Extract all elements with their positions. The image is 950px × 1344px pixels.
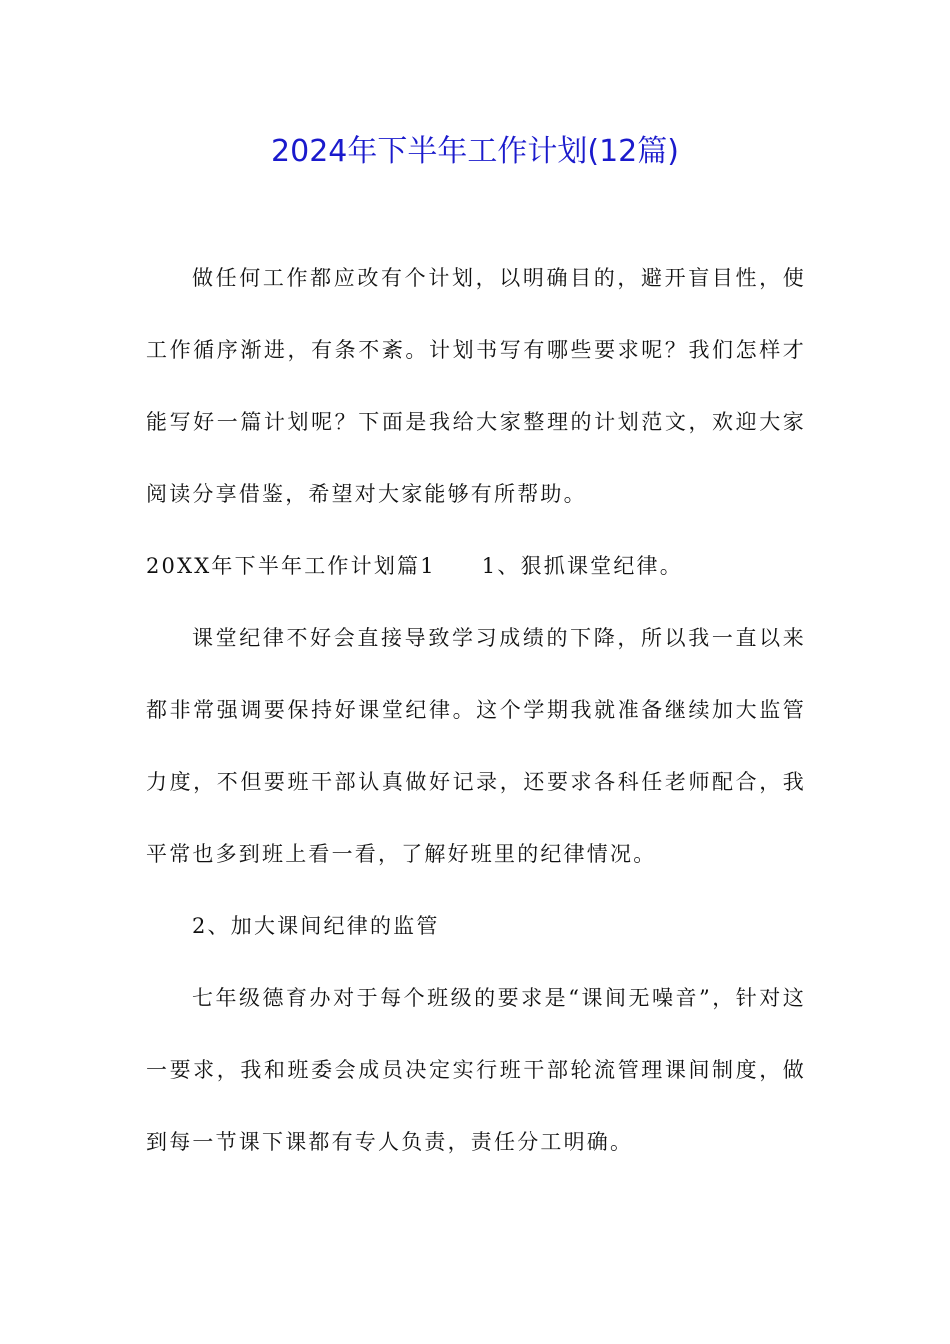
point2-title: 2、加大课间纪律的监管	[192, 914, 440, 938]
document-title: 2024年下半年工作计划(12篇)	[271, 134, 679, 169]
point1-paragraph: 课堂纪律不好会直接导致学习成绩的下降，所以我一直以来都非常强调要保持好课堂纪律。这个学期我就准备继续加大监管力度，不但要班干部认真做好记录，还要求各科任老师配合，我平常也多到班上看一看，了解好班里的纪律情况。	[146, 626, 806, 866]
point1-title: 1、狠抓课堂纪律。	[481, 554, 683, 578]
document-body	[146, 242, 806, 1178]
section-heading: 20XX年下半年工作计划篇1	[146, 554, 436, 578]
intro-paragraph: 做任何工作都应改有个计划，以明确目的，避开盲目性，使工作循序渐进，有条不紊。计划书写有哪些要求呢？我们怎样才能写好一篇计划呢？下面是我给大家整理的计划范文，欢迎大家阅读分享借鉴，希望对大家能够有所帮助。	[146, 266, 806, 506]
point2-paragraph: 七年级德育办对于每个班级的要求是“课间无噪音”，针对这一要求，我和班委会成员决定实行班干部轮流管理课间制度，做到每一节课下课都有专人负责，责任分工明确。	[146, 986, 806, 1154]
section-heading-line	[146, 530, 806, 602]
